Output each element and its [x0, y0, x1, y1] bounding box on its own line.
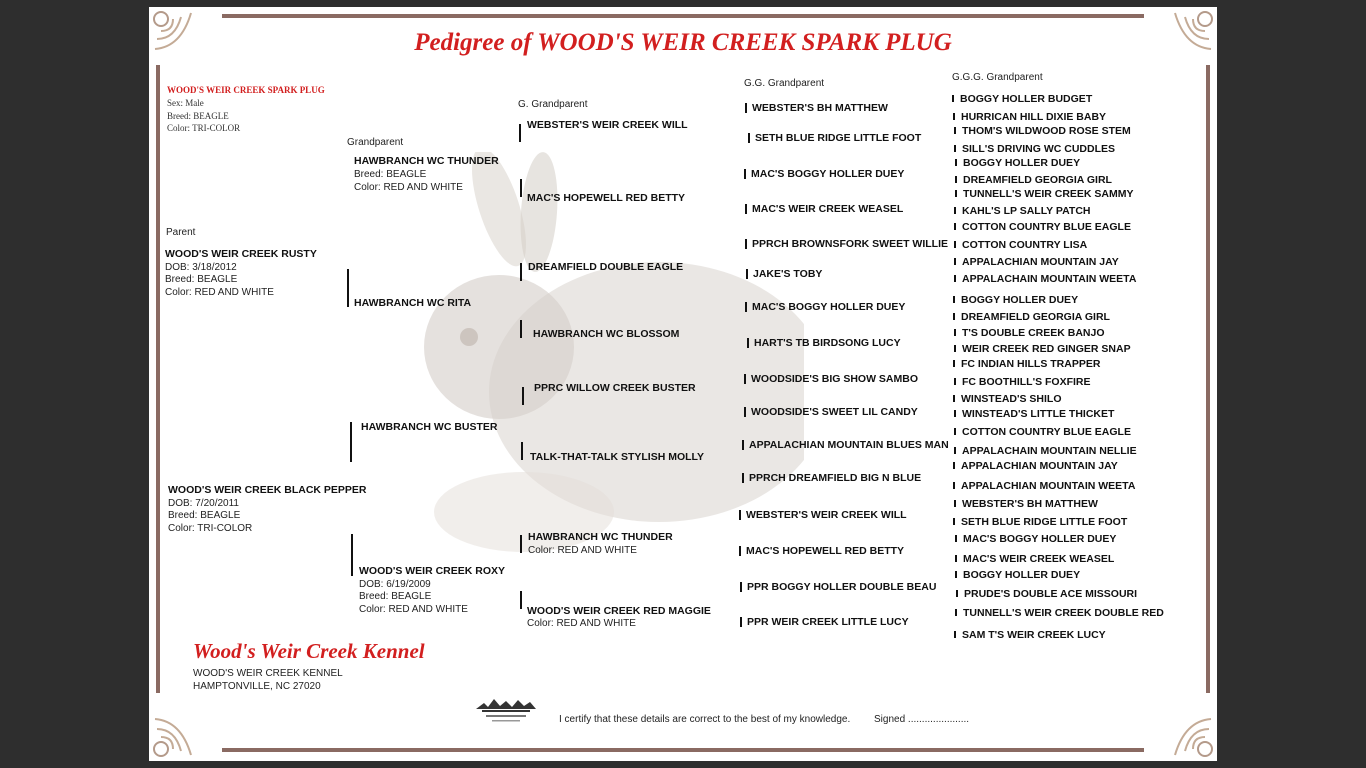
ggg-grandparent-29: BOGGY HOLLER DUEY	[963, 569, 1081, 581]
connector-line	[954, 500, 956, 507]
left-border	[156, 65, 160, 693]
connector-line	[748, 133, 750, 143]
connector-line	[744, 407, 746, 417]
page-title: Pedigree of WOOD'S WEIR CREEK SPARK PLUG	[414, 29, 952, 56]
connector-line	[954, 127, 956, 134]
ggg-grandparent-8: KAHL'S LP SALLY PATCH	[962, 205, 1091, 217]
ggg-grandparent-16: WEIR CREEK RED GINGER SNAP	[962, 343, 1131, 355]
connector-line	[954, 145, 956, 152]
connector-line	[745, 239, 747, 249]
gg-grandparent-3: MAC'S BOGGY HOLLER DUEY	[751, 168, 905, 180]
connector-line	[520, 263, 522, 281]
ggg-grandparent-22: APPALACHAIN MOUNTAIN NELLIE	[962, 445, 1137, 457]
gg-grandparent-14: MAC'S HOPEWELL RED BETTY	[746, 545, 905, 557]
g-grandparent-4: HAWBRANCH WC BLOSSOM	[533, 328, 680, 340]
connector-line	[955, 535, 957, 542]
grandparent-4-name: WOOD'S WEIR CREEK ROXY	[359, 565, 506, 577]
header-grandparent: Grandparent	[347, 137, 404, 148]
connector-line	[746, 269, 748, 279]
g-grandparent-5: PPRC WILLOW CREEK BUSTER	[534, 382, 696, 394]
ggg-grandparent-20: WINSTEAD'S LITTLE THICKET	[962, 408, 1115, 420]
right-border	[1206, 65, 1210, 693]
ggg-grandparent-3: THOM'S WILDWOOD ROSE STEM	[962, 125, 1131, 137]
dam-dob: DOB: 7/20/2011	[168, 498, 239, 509]
ggg-grandparent-5: BOGGY HOLLER DUEY	[963, 157, 1081, 169]
g-grandparent-1: WEBSTER'S WEIR CREEK WILL	[527, 119, 688, 131]
g-grandparent-3: DREAMFIELD DOUBLE EAGLE	[528, 261, 684, 273]
connector-line	[953, 395, 955, 402]
connector-line	[955, 159, 957, 166]
connector-line	[742, 473, 744, 483]
connector-line	[739, 546, 741, 556]
connector-line	[953, 462, 955, 469]
connector-line	[954, 207, 956, 214]
gg-grandparent-8: HART'S TB BIRDSONG LUCY	[754, 337, 901, 349]
connector-line	[744, 169, 746, 179]
connector-line	[954, 428, 956, 435]
header-parent: Parent	[166, 227, 196, 238]
connector-line	[742, 440, 744, 450]
connector-line	[520, 535, 522, 553]
ggg-grandparent-2: HURRICAN HILL DIXIE BABY	[961, 111, 1107, 123]
connector-line	[740, 617, 742, 627]
ggg-grandparent-7: TUNNELL'S WEIR CREEK SAMMY	[963, 188, 1134, 200]
connector-line	[952, 95, 954, 102]
subject-name: WOOD'S WEIR CREEK SPARK PLUG	[167, 85, 325, 95]
corner-ornament-icon	[1169, 713, 1215, 759]
corner-ornament-icon	[151, 713, 197, 759]
connector-line	[954, 447, 956, 454]
connector-line	[955, 609, 957, 616]
dam-breed: Breed: BEAGLE	[168, 510, 241, 521]
g-grandparent-7: HAWBRANCH WC THUNDER	[528, 531, 673, 543]
header-ggg-grandparent: G.G.G. Grandparent	[952, 72, 1043, 83]
grandparent-2-name: HAWBRANCH WC RITA	[354, 297, 472, 309]
gg-grandparent-11: APPALACHIAN MOUNTAIN BLUES MAN	[749, 439, 949, 451]
connector-line	[955, 176, 957, 183]
gg-grandparent-1: WEBSTER'S BH MATTHEW	[752, 102, 888, 114]
gg-grandparent-13: WEBSTER'S WEIR CREEK WILL	[746, 509, 907, 521]
kennel-address: HAMPTONVILLE, NC 27020	[193, 681, 321, 692]
sire-dob: DOB: 3/18/2012	[165, 262, 237, 273]
gg-grandparent-15: PPR BOGGY HOLLER DOUBLE BEAU	[747, 581, 937, 593]
g-grandparent-8-color: Color: RED AND WHITE	[527, 618, 636, 629]
gg-grandparent-12: PPRCH DREAMFIELD BIG N BLUE	[749, 472, 922, 484]
ggg-grandparent-17: FC INDIAN HILLS TRAPPER	[961, 358, 1101, 370]
ggg-grandparent-18: FC BOOTHILL'S FOXFIRE	[962, 376, 1091, 388]
gg-grandparent-5: PPRCH BROWNSFORK SWEET WILLIE	[752, 238, 948, 250]
ggg-grandparent-10: COTTON COUNTRY LISA	[962, 239, 1088, 251]
grandparent-4-dob: DOB: 6/19/2009	[359, 579, 431, 590]
subject-sex: Sex: Male	[167, 98, 204, 108]
g-grandparent-8: WOOD'S WEIR CREEK RED MAGGIE	[527, 605, 711, 617]
connector-line	[954, 410, 956, 417]
kennel-logo-icon	[474, 695, 538, 725]
top-border	[222, 14, 1144, 18]
connector-line	[520, 179, 522, 197]
ggg-grandparent-26: SETH BLUE RIDGE LITTLE FOOT	[961, 516, 1128, 528]
sire-breed: Breed: BEAGLE	[165, 274, 238, 285]
ggg-grandparent-32: SAM T'S WEIR CREEK LUCY	[962, 629, 1106, 641]
connector-line	[347, 269, 349, 307]
connector-line	[521, 442, 523, 460]
connector-line	[953, 360, 955, 367]
sire-name: WOOD'S WEIR CREEK RUSTY	[165, 248, 317, 260]
connector-line	[955, 190, 957, 197]
pedigree-document	[149, 7, 1217, 761]
ggg-grandparent-24: APPALACHIAN MOUNTAIN WEETA	[961, 480, 1136, 492]
connector-line	[953, 518, 955, 525]
gg-grandparent-10: WOODSIDE'S SWEET LIL CANDY	[751, 406, 918, 418]
grandparent-4-breed: Breed: BEAGLE	[359, 591, 432, 602]
subject-breed: Breed: BEAGLE	[167, 111, 229, 121]
connector-line	[520, 320, 522, 338]
ggg-grandparent-28: MAC'S WEIR CREEK WEASEL	[963, 553, 1115, 565]
connector-line	[745, 302, 747, 312]
gg-grandparent-9: WOODSIDE'S BIG SHOW SAMBO	[751, 373, 919, 385]
kennel-title: Wood's Weir Creek Kennel	[193, 639, 425, 663]
connector-line	[740, 582, 742, 592]
connector-line	[953, 113, 955, 120]
connector-line	[747, 338, 749, 348]
sire-color: Color: RED AND WHITE	[165, 287, 274, 298]
gg-grandparent-4: MAC'S WEIR CREEK WEASEL	[752, 203, 904, 215]
header-gg-grandparent: G.G. Grandparent	[744, 78, 825, 89]
gg-grandparent-6: JAKE'S TOBY	[753, 268, 823, 280]
connector-line	[351, 534, 353, 576]
ggg-grandparent-27: MAC'S BOGGY HOLLER DUEY	[963, 533, 1117, 545]
ggg-grandparent-14: DREAMFIELD GEORGIA GIRL	[961, 311, 1110, 323]
ggg-grandparent-15: T'S DOUBLE CREEK BANJO	[962, 327, 1105, 339]
connector-line	[955, 555, 957, 562]
grandparent-1-name: HAWBRANCH WC THUNDER	[354, 155, 499, 167]
kennel-name: WOOD'S WEIR CREEK KENNEL	[193, 668, 343, 679]
gg-grandparent-16: PPR WEIR CREEK LITTLE LUCY	[747, 616, 909, 628]
connector-line	[954, 631, 956, 638]
connector-line	[520, 591, 522, 609]
ggg-grandparent-31: TUNNELL'S WEIR CREEK DOUBLE RED	[963, 607, 1164, 619]
connector-line	[953, 313, 955, 320]
connector-line	[954, 258, 956, 265]
connector-line	[954, 223, 956, 230]
connector-line	[954, 345, 956, 352]
ggg-grandparent-4: SILL'S DRIVING WC CUDDLES	[962, 143, 1115, 155]
ggg-grandparent-19: WINSTEAD'S SHILO	[961, 393, 1062, 405]
connector-line	[954, 329, 956, 336]
gg-grandparent-7: MAC'S BOGGY HOLLER DUEY	[752, 301, 906, 313]
ggg-grandparent-23: APPALACHIAN MOUNTAIN JAY	[961, 460, 1118, 472]
grandparent-4-color: Color: RED AND WHITE	[359, 604, 468, 615]
grandparent-3-name: HAWBRANCH WC BUSTER	[361, 421, 498, 433]
connector-line	[953, 296, 955, 303]
bottom-border	[222, 748, 1144, 752]
gg-grandparent-2: SETH BLUE RIDGE LITTLE FOOT	[755, 132, 922, 144]
connector-line	[745, 204, 747, 214]
connector-line	[745, 103, 747, 113]
ggg-grandparent-25: WEBSTER'S BH MATTHEW	[962, 498, 1098, 510]
g-grandparent-6: TALK-THAT-TALK STYLISH MOLLY	[530, 451, 705, 463]
connector-line	[954, 275, 956, 282]
connector-line	[522, 387, 524, 405]
connector-line	[954, 378, 956, 385]
ggg-grandparent-30: PRUDE'S DOUBLE ACE MISSOURI	[964, 588, 1138, 600]
ggg-grandparent-1: BOGGY HOLLER BUDGET	[960, 93, 1093, 105]
grandparent-1-breed: Breed: BEAGLE	[354, 169, 427, 180]
g-grandparent-2: MAC'S HOPEWELL RED BETTY	[527, 192, 686, 204]
signature-line: Signed ......................	[874, 714, 970, 725]
ggg-grandparent-13: BOGGY HOLLER DUEY	[961, 294, 1079, 306]
subject-color: Color: TRI-COLOR	[167, 123, 241, 133]
header-g-grandparent: G. Grandparent	[518, 99, 588, 110]
grandparent-1-color: Color: RED AND WHITE	[354, 182, 463, 193]
ggg-grandparent-11: APPALACHIAN MOUNTAIN JAY	[962, 256, 1119, 268]
connector-line	[350, 422, 352, 462]
g-grandparent-7-color: Color: RED AND WHITE	[528, 545, 637, 556]
connector-line	[744, 374, 746, 384]
ggg-grandparent-12: APPALACHAIN MOUNTAIN WEETA	[962, 273, 1137, 285]
ggg-grandparent-9: COTTON COUNTRY BLUE EAGLE	[962, 221, 1131, 233]
ggg-grandparent-6: DREAMFIELD GEORGIA GIRL	[963, 174, 1112, 186]
certification-text: I certify that these details are correct to the best of my knowledge.	[559, 714, 851, 725]
dam-color: Color: TRI-COLOR	[168, 523, 253, 534]
ggg-grandparent-21: COTTON COUNTRY BLUE EAGLE	[962, 426, 1131, 438]
connector-line	[519, 124, 521, 142]
connector-line	[739, 510, 741, 520]
connector-line	[954, 241, 956, 248]
connector-line	[956, 590, 958, 597]
connector-line	[953, 482, 955, 489]
dam-name: WOOD'S WEIR CREEK BLACK PEPPER	[168, 484, 367, 496]
connector-line	[955, 571, 957, 578]
